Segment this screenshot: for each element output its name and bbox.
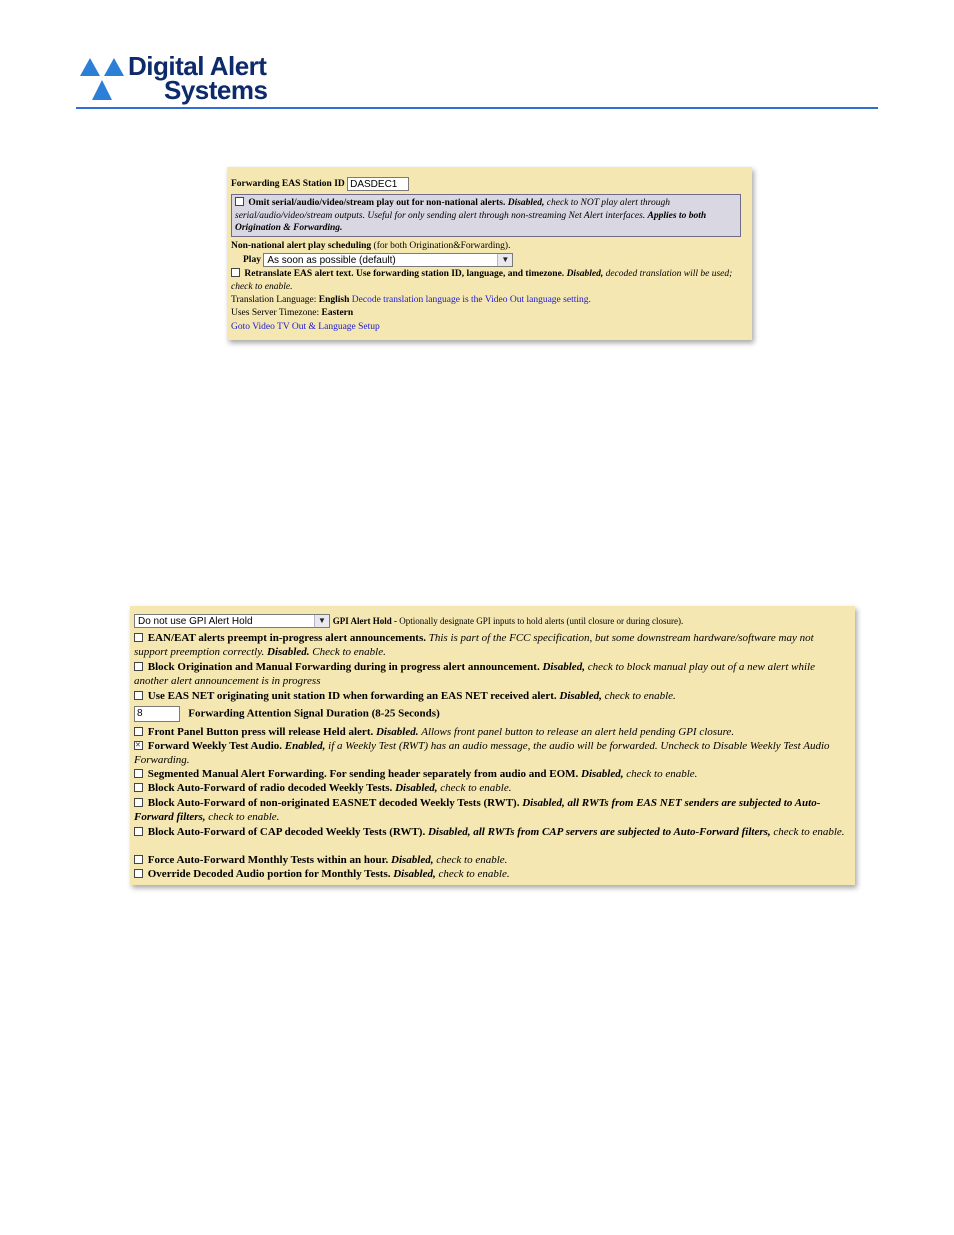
- option-label: Forward Weekly Test Audio.: [147, 740, 283, 752]
- option-item: [134, 825, 849, 839]
- option-hint: Allows front panel button to release an alert held pending GPI closure.: [421, 726, 735, 738]
- option-label: EAN/EAT alerts preempt in-progress alert announcements.: [147, 632, 426, 644]
- scheduling-label: Non-national alert play scheduling: [231, 241, 372, 251]
- logo-text-line1: Digital Alert: [128, 51, 267, 81]
- option-item: [134, 725, 849, 739]
- option-status: Disabled, all RWTs from EAS NET senders are subjected to Auto-Forward filters,: [134, 797, 821, 824]
- option-status: Disabled, all RWTs from CAP servers are subjected to Auto-Forward filters,: [427, 826, 771, 838]
- block-radio-rwt-checkbox[interactable]: [134, 783, 143, 792]
- retranslate-status: Disabled,: [566, 269, 604, 279]
- triangle-logo-icon: [78, 56, 126, 104]
- front-panel-release-checkbox[interactable]: [134, 727, 143, 736]
- play-row: [243, 253, 746, 267]
- goto-video-row: [231, 321, 746, 334]
- option-item: [134, 739, 849, 768]
- option-hint: check to block manual play out of a new alert while another alert announcement is in progress: [134, 661, 815, 688]
- option-hint: check to enable.: [440, 782, 512, 794]
- option-status: Disabled.: [375, 726, 419, 738]
- option-item: [134, 853, 849, 867]
- option-item: [134, 796, 849, 825]
- gpi-alert-hold-value: Do not use GPI Alert Hold: [138, 616, 253, 628]
- option-label: Segmented Manual Alert Forwarding. For sending header separately from audio and EOM.: [147, 768, 579, 780]
- option-item: [134, 767, 849, 781]
- gpi-alert-hold-label: GPI Alert Hold -: [332, 616, 397, 626]
- option-label: Front Panel Button press will release Held alert.: [147, 726, 374, 738]
- retranslate-row: [231, 268, 746, 293]
- duration-row: [134, 706, 849, 722]
- option-hint: Check to enable.: [312, 646, 386, 659]
- play-schedule-select[interactable]: [263, 253, 513, 267]
- option-label: Use EAS NET originating unit station ID when forwarding an EAS NET received alert.: [147, 690, 557, 702]
- option-status: Disabled,: [542, 661, 585, 673]
- option-description: This is part of the FCC specification, but some downstream hardware/software may not support preemption correctly.: [134, 632, 814, 659]
- station-id-label: Forwarding EAS Station ID: [231, 179, 345, 190]
- omit-playout-box: [231, 194, 741, 237]
- option-label: Block Origination and Manual Forwarding during in progress alert announcement.: [147, 661, 540, 673]
- omit-playout-status: Disabled,: [507, 198, 545, 208]
- option-label: Block Auto-Forward of non-originated EASNET decoded Weekly Tests (RWT).: [147, 797, 520, 809]
- option-hint: check to enable.: [773, 826, 845, 838]
- chevron-down-icon[interactable]: ▼: [497, 254, 512, 266]
- option-hint: check to enable.: [438, 868, 510, 880]
- easnet-station-id-checkbox[interactable]: [134, 691, 143, 700]
- timezone-value: Eastern: [321, 308, 354, 318]
- attention-duration-label: Forwarding Attention Signal Duration (8-25 Seconds): [188, 707, 440, 720]
- option-item: [134, 689, 849, 703]
- play-label: Play: [243, 255, 261, 266]
- alert-forwarding-options-panel: [130, 606, 855, 885]
- company-logo: [78, 51, 318, 106]
- station-id-input[interactable]: DASDEC1: [347, 177, 409, 191]
- option-status: Disabled.: [267, 646, 310, 659]
- scheduling-note: (for both Origination&Forwarding).: [373, 241, 511, 251]
- option-hint: check to enable.: [436, 854, 508, 866]
- block-easnet-rwt-checkbox[interactable]: [134, 798, 143, 807]
- option-hint: check to enable.: [208, 811, 280, 824]
- logo-text-line2: Systems: [164, 75, 268, 105]
- translation-language-link[interactable]: Decode translation language is the Video Out language setting.: [351, 295, 591, 305]
- omit-playout-applies: Applies to both Origination & Forwarding.: [235, 210, 707, 234]
- block-cap-rwt-checkbox[interactable]: [134, 827, 143, 836]
- scheduling-row: [231, 240, 746, 253]
- timezone-row: [231, 307, 746, 320]
- block-origination-checkbox[interactable]: [134, 662, 143, 671]
- chevron-down-icon[interactable]: ▼: [314, 615, 329, 627]
- station-id-row: [231, 177, 746, 191]
- option-item: [134, 660, 849, 689]
- play-schedule-value: As soon as possible (default): [267, 255, 396, 266]
- option-hint: check to enable.: [604, 690, 676, 702]
- goto-video-setup-link[interactable]: Goto Video TV Out & Language Setup: [231, 322, 380, 332]
- option-hint: check to enable.: [626, 768, 698, 780]
- translation-language-row: [231, 294, 746, 307]
- option-item: [134, 867, 849, 881]
- option-item: [134, 631, 849, 660]
- retranslate-description: decoded translation will be used; check to enable.: [231, 269, 733, 292]
- option-status: Disabled,: [395, 782, 438, 794]
- option-label: Block Auto-Forward of radio decoded Weekly Tests.: [147, 782, 393, 794]
- forward-weekly-audio-checkbox[interactable]: [134, 741, 143, 750]
- option-hint: if a Weekly Test (RWT) has an audio message, the audio will be forwarded. Uncheck to Disable Weekly Test Audio Forwarding.: [134, 740, 830, 767]
- force-monthly-forward-checkbox[interactable]: [134, 855, 143, 864]
- option-status: Enabled,: [284, 740, 326, 752]
- option-label: Force Auto-Forward Monthly Tests within an hour.: [147, 854, 389, 866]
- omit-playout-label: Omit serial/audio/video/stream play out for non-national alerts.: [248, 198, 506, 208]
- segmented-forwarding-checkbox[interactable]: [134, 769, 143, 778]
- gpi-alert-hold-description: Optionally designate GPI inputs to hold alerts (until closure or during closure).: [399, 616, 684, 626]
- option-status: Disabled,: [581, 768, 624, 780]
- option-label: Override Decoded Audio portion for Monthly Tests.: [147, 868, 391, 880]
- option-status: Disabled,: [393, 868, 436, 880]
- ean-preempt-checkbox[interactable]: [134, 633, 143, 642]
- gpi-alert-hold-select[interactable]: [134, 614, 330, 628]
- translation-language-label: Translation Language:: [231, 295, 317, 305]
- timezone-label: Uses Server Timezone:: [231, 308, 320, 318]
- forwarding-settings-panel: [227, 167, 752, 340]
- translation-language-value: English: [318, 295, 350, 305]
- retranslate-checkbox[interactable]: [231, 268, 240, 277]
- header-divider: [76, 107, 878, 109]
- omit-playout-description: check to NOT play alert through serial/audio/video/stream outputs. Useful for only sending alert through non-streaming Net Alert interfaces.: [235, 198, 670, 221]
- option-item: [134, 781, 849, 795]
- gpi-row: [134, 614, 849, 628]
- option-status: Disabled,: [391, 854, 434, 866]
- attention-duration-input[interactable]: 8: [134, 706, 180, 722]
- retranslate-label: Retranslate EAS alert text. Use forwarding station ID, language, and timezone.: [244, 269, 565, 279]
- option-status: Disabled,: [559, 690, 602, 702]
- option-label: Block Auto-Forward of CAP decoded Weekly Tests (RWT).: [147, 826, 426, 838]
- omit-playout-checkbox[interactable]: [235, 197, 244, 206]
- override-monthly-audio-checkbox[interactable]: [134, 869, 143, 878]
